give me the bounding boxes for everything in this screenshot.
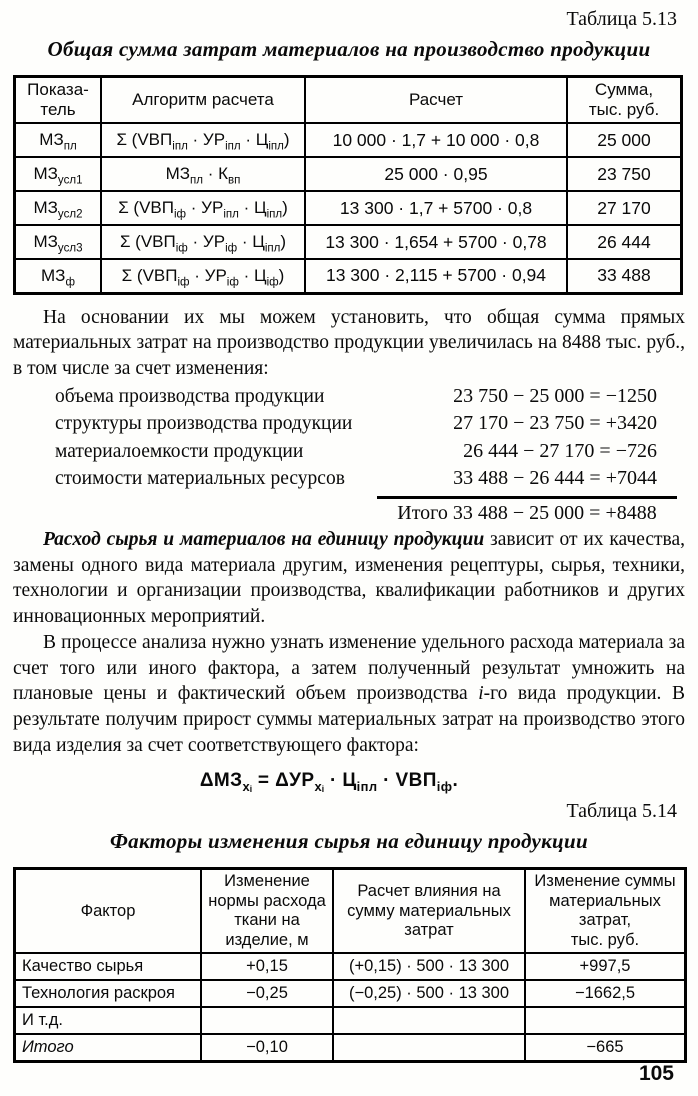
table-cell (525, 1007, 686, 1034)
table-cell: $МЗ_{пл}$ (15, 123, 102, 157)
table-cell: Σ $(VВП_{iф} \cdot УР_{iф} \cdot Ц_{iпл})$ (101, 225, 305, 259)
column-header: Расчет влияния на сумму материальных затрат (333, 869, 525, 953)
table-cell: $МЗ_{усл2}$ (15, 191, 102, 225)
table-cell: 25 000 (567, 123, 682, 157)
table-cell: Технология раскроя (15, 980, 202, 1007)
table-cell: 13 300 · 2,115 + 5700 · 0,94 (305, 259, 567, 293)
table-row (15, 980, 686, 1007)
factor-row (13, 465, 685, 493)
table-cell: Σ $(VВП_{iф} \cdot УР_{iпл} \cdot Ц_{iпл})$ (101, 191, 305, 225)
table1-label: Таблица 5.13 (566, 8, 677, 30)
table-cell: $МЗ_ф$ (15, 259, 102, 293)
header-row (15, 869, 686, 953)
table-cell: Σ $(VВП_{iпл} \cdot УР_{iпл} \cdot Ц_{iпл})$ (101, 123, 305, 157)
paragraph-2-text: зависит от их качества, замены одного вида материала другим, изменения рецептуры, сырья, техники, технологии и организации производства, квалификации работников и других инновационных мероприятий. (13, 528, 685, 628)
paragraph-2-lead: Расход сырья и материалов на единицу продукции (43, 528, 485, 550)
factor-calc: 23 750 − 25 000 = −1250 (453, 384, 657, 407)
table-cell: −0,10 (201, 1034, 333, 1061)
table2 (13, 867, 687, 1062)
table-cell (333, 1007, 525, 1034)
column-header: Сумма, тыс. руб. (567, 77, 682, 124)
factor-label: стоимости материальных ресурсов (55, 468, 345, 490)
total-line: Итого 33 488 − 25 000 = +8488 (377, 496, 677, 525)
table-row (15, 1007, 686, 1034)
table-cell: 33 488 (567, 259, 682, 293)
table-cell: Σ $(VВП_{iф} \cdot УР_{iф} \cdot Ц_{iф})$ (101, 259, 305, 293)
table-cell: 25 000 · 0,95 (305, 157, 567, 191)
column-header: Алгоритм расчета (101, 77, 305, 124)
table-cell: (−0,25) · 500 · 13 300 (333, 980, 525, 1007)
paragraph-1: На основании их мы можем установить, что общая сумма прямых материальных затрат на производство продукции увеличилась на 8488 тыс. руб., в том числе за счет изменения: (13, 306, 685, 380)
table-cell: $МЗ_{пл} \cdot К_{вп}$ (101, 157, 305, 191)
table-row (15, 953, 686, 980)
column-header: Фактор (15, 869, 202, 953)
table-row (15, 123, 682, 157)
formula: $\Delta МЗ_{xᵢ} = \Delta УР_{xᵢ} \cdot Ц_{iпл} \cdot VВП_{iф}$. (199, 770, 459, 795)
table-cell: Качество сырья (15, 953, 202, 980)
table-cell: −665 (525, 1034, 686, 1061)
column-header: Расчет (305, 77, 567, 124)
factors-list (13, 383, 685, 493)
table-cell: (+0,15) · 500 · 13 300 (333, 953, 525, 980)
header-row (15, 77, 682, 124)
factor-label: материалоемкости продукции (55, 440, 304, 462)
column-header: Изменение нормы расхода ткани на изделие, м (201, 869, 333, 953)
table-row (15, 1034, 686, 1061)
table-cell (333, 1034, 525, 1061)
factor-label: объема производства продукции (55, 385, 325, 407)
table-cell: −1662,5 (525, 980, 686, 1007)
table-row (15, 259, 682, 293)
column-header: Изменение суммы материальных затрат, тыс. руб. (525, 869, 686, 953)
table-row (15, 191, 682, 225)
factor-calc: 33 488 − 26 444 = +7044 (453, 467, 657, 490)
table-cell: 27 170 (567, 191, 682, 225)
factor-calc: 26 444 − 27 170 = −726 (463, 439, 657, 462)
table2-title: Факторы изменения сырья на единицу продукции (110, 829, 588, 854)
table1 (13, 75, 683, 295)
factor-row (13, 410, 685, 438)
table-cell: +0,15 (201, 953, 333, 980)
table1-title: Общая сумма затрат материалов на производство продукции (47, 37, 651, 61)
table-cell: $МЗ_{усл1}$ (15, 157, 102, 191)
factor-calc: 27 170 − 23 750 = +3420 (453, 412, 657, 435)
paragraph-2 (13, 527, 685, 630)
factor-label: структуры производства продукции (55, 413, 353, 435)
table-cell: +997,5 (525, 953, 686, 980)
table-cell: −0,25 (201, 980, 333, 1007)
factor-row (13, 383, 685, 411)
table2-label: Таблица 5.14 (566, 800, 677, 823)
table-cell: 23 750 (567, 157, 682, 191)
table-cell: 26 444 (567, 225, 682, 259)
table-cell: 13 300 · 1,7 + 5700 · 0,8 (305, 191, 567, 225)
table-row (15, 225, 682, 259)
factor-row (13, 438, 685, 466)
table-cell: $МЗ_{усл3}$ (15, 225, 102, 259)
table-cell (201, 1007, 333, 1034)
table-cell: 10 000 · 1,7 + 10 000 · 0,8 (305, 123, 567, 157)
table-cell: 13 300 · 1,654 + 5700 · 0,78 (305, 225, 567, 259)
table-cell: Итого (15, 1034, 202, 1061)
table-row (15, 157, 682, 191)
table-cell: И т.д. (15, 1007, 202, 1034)
column-header: Показа- тель (15, 77, 102, 124)
page-number: 105 (638, 1062, 674, 1085)
paragraph-3: В процессе анализа нужно узнать изменение удельного расхода материала за счет того или иного фактора, а затем полученный результат умножить на плановые цены и фактический объем производства i-го вида продукции. В результате получим прирост суммы материальных затрат на производство этого вида изделия за счет соответствующего фактора: (13, 631, 686, 756)
